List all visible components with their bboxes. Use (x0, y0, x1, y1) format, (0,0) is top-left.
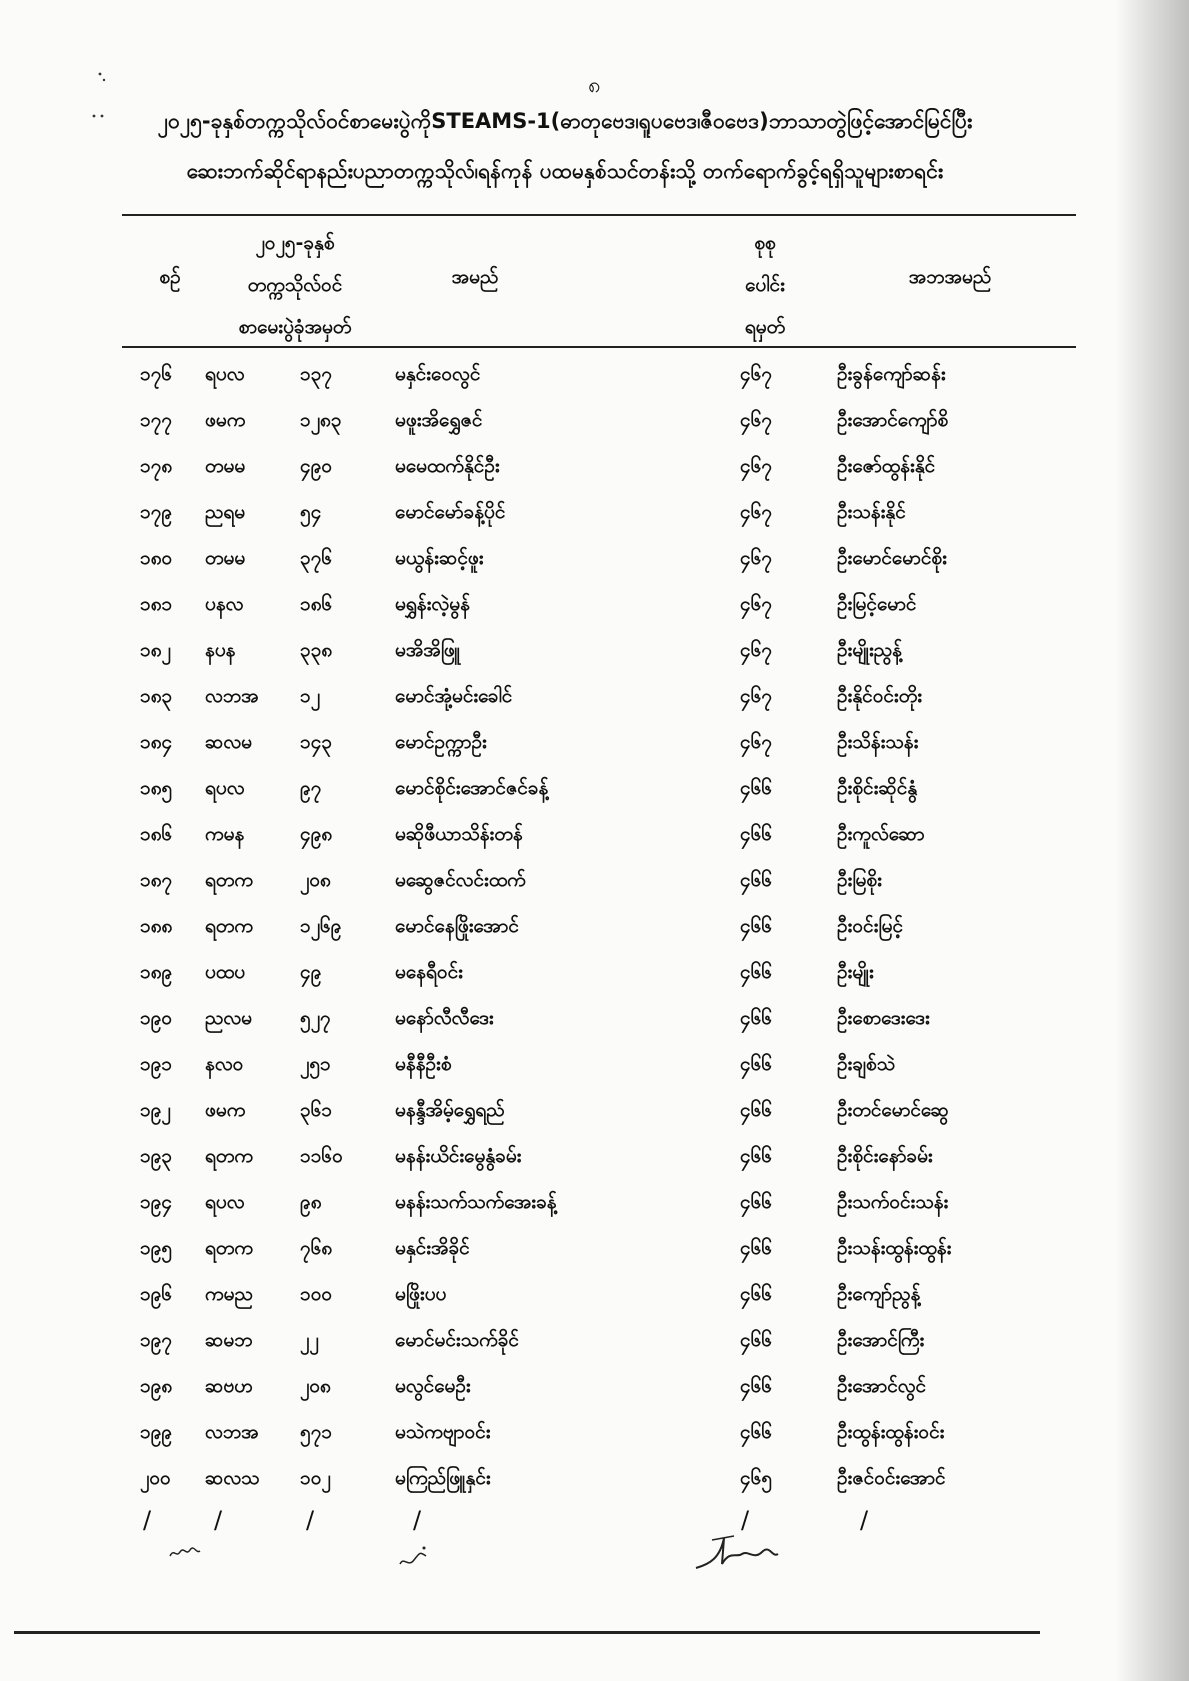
cell-exam-number: ၁၁၆၀ (300, 1145, 343, 1167)
table-row (0, 1090, 1189, 1136)
cell-exam-code: ဆဗဟ (205, 1375, 253, 1397)
cell-father-name: ဦးတင်မောင်ဆွေ (837, 1099, 949, 1121)
header-total-marks (725, 222, 805, 348)
cell-total-marks: ၄၆၆ (740, 1145, 773, 1167)
document-title-line-1: ၂၀၂၅-ခုနှစ်တက္ကသိုလ်ဝင်စာမေးပွဲကိုSTEAMS-1(ဓာတုဗေဒ၊ရူပဗေဒ၊ဇီဝဗေဒ)ဘာသာတွဲဖြင့်အောင်မြင်ပြီး (157, 109, 973, 133)
cell-total-marks: ၄၆၆ (740, 1421, 773, 1443)
end-slash-number: / (306, 1506, 315, 1534)
table-row (0, 1458, 1189, 1504)
table-row (0, 446, 1189, 492)
cell-father-name: ဦးသန်းထွန်းထွန်း (837, 1237, 952, 1259)
cell-exam-code: လဘအ (205, 685, 259, 707)
cell-father-name: ဦးအောင်လွင် (837, 1375, 927, 1397)
cell-name: မဖူးအိရွှေဇင် (395, 409, 483, 431)
cell-exam-code: ရပလ (205, 777, 245, 799)
cell-father-name: ဦးခွန်ကျော်ဆန်း (837, 363, 946, 385)
signature-mark (690, 1528, 780, 1574)
table-row (0, 492, 1189, 538)
end-of-list-marks (0, 1506, 1189, 1576)
end-slash-code: / (214, 1506, 223, 1534)
cell-exam-code: ဖမက (205, 409, 246, 431)
table-row (0, 354, 1189, 400)
cell-father-name: ဦးမောင်မောင်စိုး (837, 547, 947, 569)
cell-father-name: ဦးထွန်းထွန်းဝင်း (837, 1421, 945, 1443)
cell-exam-number: ၅၇၁ (300, 1421, 333, 1443)
cell-exam-code: ဆမဘ (205, 1329, 253, 1351)
cell-name: မနန်းသက်သက်အေးခန့် (395, 1191, 557, 1213)
cell-exam-code: ရတက (205, 869, 254, 891)
cell-total-marks: ၄၆၆ (740, 1099, 773, 1121)
cell-name: မဆွေဇင်လင်းထက် (395, 869, 526, 891)
header-exam-number (205, 222, 385, 348)
cell-serial: ၁၇၇ (140, 409, 173, 431)
table-row (0, 1044, 1189, 1090)
end-slash-name: / (413, 1506, 422, 1534)
header-marks-line-1: စုစု (754, 232, 776, 254)
cell-total-marks: ၄၆၆ (740, 1329, 773, 1351)
cell-serial: ၁၉၇ (140, 1329, 173, 1351)
table-row (0, 538, 1189, 584)
table-top-rule (122, 214, 1076, 216)
end-slash-serial: / (143, 1506, 152, 1534)
cell-father-name: ဦးကျော်ညွန့် (837, 1283, 921, 1305)
cell-father-name: ဦးမျိုးညွန့် (837, 639, 902, 661)
cell-exam-code: ရတက (205, 1237, 254, 1259)
cell-exam-code: ရပလ (205, 1191, 245, 1213)
cell-name: မောင်အုံ့မင်းခေါင် (395, 685, 513, 707)
cell-total-marks: ၄၆၆ (740, 869, 773, 891)
cell-exam-code: တမမ (205, 455, 246, 477)
cell-serial: ၁၇၉ (140, 501, 173, 523)
cell-name: မနန္ဒီအိမ့်ရွှေရည် (395, 1099, 505, 1121)
cell-serial: ၁၉၅ (140, 1237, 173, 1259)
cell-exam-code: နပန (205, 639, 236, 661)
cell-total-marks: ၄၆၇ (740, 547, 773, 569)
table-row (0, 860, 1189, 906)
cell-total-marks: ၄၆၇ (740, 639, 773, 661)
cell-exam-number: ၅၄ (300, 501, 322, 523)
cell-name: မရွှန်းလဲ့မွန် (395, 593, 470, 615)
initials-mark-1 (168, 1542, 202, 1562)
cell-exam-code: ညရမ (205, 501, 246, 523)
cell-serial: ၁၉၁ (140, 1053, 173, 1075)
cell-serial: ၁၉၂ (140, 1099, 171, 1121)
cell-total-marks: ၄၆၆ (740, 1007, 773, 1029)
cell-father-name: ဦးသက်ဝင်းသန်း (837, 1191, 949, 1213)
cell-total-marks: ၄၆၇ (740, 685, 773, 707)
cell-father-name: ဦးသိန်းသန်း (837, 731, 919, 753)
table-row (0, 906, 1189, 952)
cell-exam-number: ၃၃၈ (300, 639, 333, 661)
cell-father-name: ဦးနိုင်ဝင်းတိုး (837, 685, 923, 707)
cell-father-name: ဦးဇင်ဝင်းအောင် (837, 1467, 946, 1489)
cell-total-marks: ၄၆၆ (740, 1053, 773, 1075)
table-row (0, 722, 1189, 768)
cell-exam-number: ၇၆၈ (300, 1237, 333, 1259)
cell-serial: ၁၈၉ (140, 961, 173, 983)
cell-exam-number: ၁၂၆၉ (300, 915, 342, 937)
table-row (0, 1320, 1189, 1366)
cell-father-name: ဦးမြစိုး (837, 869, 882, 891)
cell-father-name: ဦးချစ်သဲ (837, 1053, 896, 1075)
cell-name: မနေရီဝင်း (395, 961, 463, 983)
cell-serial: ၁၉၉ (140, 1421, 173, 1443)
cell-father-name: ဦးဝင်းမြင့် (837, 915, 903, 937)
cell-father-name: ဦးစောဒေးဒေး (837, 1007, 930, 1029)
cell-name: မနော်လီလီဒေး (395, 1007, 494, 1029)
cell-serial: ၁၇၈ (140, 455, 173, 477)
table-header-rule (122, 346, 1076, 348)
end-slash-marks: / (741, 1506, 750, 1534)
cell-exam-number: ၁၄၃ (300, 731, 333, 753)
cell-exam-number: ၂၀၈ (300, 869, 331, 891)
cell-total-marks: ၄၆၆ (740, 823, 773, 845)
cell-father-name: ဦးမျိုး (837, 961, 874, 983)
table-row (0, 998, 1189, 1044)
cell-serial: ၁၈၇ (140, 869, 173, 891)
cell-exam-number: ၁၃၇ (300, 363, 333, 385)
cell-name: မနှင်းဝေလွင် (395, 363, 481, 385)
cell-total-marks: ၄၆၅ (740, 1467, 773, 1489)
cell-father-name: ဦးအောင်ကြီး (837, 1329, 925, 1351)
cell-total-marks: ၄၆၆ (740, 1237, 773, 1259)
cell-exam-code: ဆလသ (205, 1467, 260, 1489)
cell-name: မသဲကဗျာဝင်း (395, 1421, 491, 1443)
cell-serial: ၁၈၁ (140, 593, 173, 615)
cell-exam-code: ကမည (205, 1283, 253, 1305)
header-exam-line-1: ၂၀၂၅-ခုနှစ် (255, 232, 335, 254)
cell-serial: ၁၈၃ (140, 685, 173, 707)
table-row (0, 1366, 1189, 1412)
cell-name: မဖြိုးပပ (395, 1283, 447, 1305)
cell-serial: ၁၈၄ (140, 731, 173, 753)
header-exam-line-3: စာမေးပွဲခုံအမှတ် (238, 316, 352, 338)
cell-exam-code: တမမ (205, 547, 246, 569)
cell-exam-number: ၂၂ (300, 1329, 319, 1351)
cell-exam-number: ၉၇ (300, 777, 322, 799)
cell-exam-number: ၂၀၈ (300, 1375, 331, 1397)
table-row (0, 584, 1189, 630)
cell-total-marks: ၄၆၆ (740, 777, 773, 799)
table-row (0, 1228, 1189, 1274)
cell-total-marks: ၄၆၇ (740, 501, 773, 523)
cell-total-marks: ၄၆၆ (740, 915, 773, 937)
cell-father-name: ဦးမြင့်မောင် (837, 593, 917, 615)
cell-name: မအိအိဖြူ (395, 639, 461, 661)
header-marks-line-2: ပေါင်း (745, 274, 785, 296)
cell-serial: ၁၈၈ (140, 915, 173, 937)
cell-name: မောင်ဥက္ကာဦး (395, 731, 487, 753)
cell-serial: ၁၈၀ (140, 547, 173, 569)
cell-exam-code: ပနလ (205, 593, 244, 615)
cell-total-marks: ၄၆၆ (740, 1283, 773, 1305)
cell-total-marks: ၄၆၆ (740, 1375, 773, 1397)
cell-exam-number: ၄၉၀ (300, 455, 333, 477)
cell-exam-number: ၅၂၇ (300, 1007, 331, 1029)
cell-total-marks: ၄၆၆ (740, 961, 773, 983)
cell-exam-number: ၃၇၆ (300, 547, 333, 569)
cell-exam-number: ၄၉ (300, 961, 322, 983)
cell-serial: ၁၉၆ (140, 1283, 173, 1305)
cell-serial: ၁၉၃ (140, 1145, 173, 1167)
cell-serial: ၁၉၀ (140, 1007, 173, 1029)
cell-exam-number: ၁၈၆ (300, 593, 333, 615)
document-title-line-2: ဆေးဘက်ဆိုင်ရာနည်းပညာတက္ကသိုလ်၊ရန်ကုန် ပထမနှစ်သင်တန်းသို့ တက်ရောက်ခွင့်ရရှိသူများစာရင်း (186, 159, 944, 183)
header-exam-line-2: တက္ကသိုလ်ဝင် (247, 274, 343, 296)
cell-exam-code: ဆလမ (205, 731, 253, 753)
cell-father-name: ဦးဇော်ထွန်းနိုင် (837, 455, 936, 477)
cell-total-marks: ၄၆၇ (740, 455, 773, 477)
cell-exam-number: ၄၉၈ (300, 823, 333, 845)
header-father-name: အဘအမည် (908, 266, 992, 288)
cell-exam-code: ရတက (205, 915, 254, 937)
cell-serial: ၁၈၆ (140, 823, 173, 845)
cell-serial: ၁၉၄ (140, 1191, 173, 1213)
cell-father-name: ဦးကူလ်ဆော (837, 823, 925, 845)
cell-total-marks: ၄၆၇ (740, 409, 773, 431)
cell-name: မောင်စိုင်းအောင်ဇင်ခန့် (395, 777, 549, 799)
header-marks-line-3: ရမှတ် (744, 316, 786, 338)
cell-exam-code: ရတက (205, 1145, 254, 1167)
cell-name: မယွန်းဆင့်ဖူး (395, 547, 484, 569)
cell-father-name: ဦးစိုင်းဆိုင်နွံ (837, 777, 918, 799)
cell-serial: ၁၇၆ (140, 363, 173, 385)
cell-exam-code: ရပလ (205, 363, 245, 385)
cell-name: မောင်မင်းသက်ခိုင် (395, 1329, 519, 1351)
cell-name: မနှင်းအိခိုင် (395, 1237, 470, 1259)
cell-name: မနန်းယိင်းမွေနွံခမ်း (395, 1145, 522, 1167)
cell-father-name: ဦးစိုင်းနော်ခမ်း (837, 1145, 933, 1167)
table-row (0, 768, 1189, 814)
table-row (0, 400, 1189, 446)
cell-exam-number: ၃၆၁ (300, 1099, 333, 1121)
cell-exam-code: ညလမ (205, 1007, 253, 1029)
cell-name: မကြည်ဖြူနှင်း (395, 1467, 491, 1489)
cell-father-name: ဦးသန်းနိုင် (837, 501, 906, 523)
cell-exam-number: ၁၂၈၃ (300, 409, 342, 431)
page-number: ၈ (588, 73, 601, 98)
cell-total-marks: ၄၆၆ (740, 1191, 773, 1213)
cell-exam-number: ၉၈ (300, 1191, 322, 1213)
cell-serial: ၁၈၂ (140, 639, 171, 661)
initials-mark-2 (396, 1542, 432, 1572)
cell-serial: ၁၈၅ (140, 777, 173, 799)
cell-name: မလွင်မေဦး (395, 1375, 471, 1397)
cell-total-marks: ၄၆၇ (740, 593, 773, 615)
table-row (0, 676, 1189, 722)
cell-total-marks: ၄၆၇ (740, 363, 773, 385)
cell-serial: ၂၀၀ (140, 1467, 171, 1489)
cell-exam-code: နလဝ (205, 1053, 244, 1075)
cell-exam-number: ၂၅၁ (300, 1053, 331, 1075)
cell-name: မောင်မော်ခန့်ပိုင် (395, 501, 506, 523)
table-row (0, 1136, 1189, 1182)
header-name: အမည် (451, 266, 499, 288)
cell-exam-code: ကမန (205, 823, 245, 845)
cell-exam-code: ဖမက (205, 1099, 246, 1121)
table-row (0, 1182, 1189, 1228)
cell-exam-code: ပထပ (205, 961, 246, 983)
cell-name: မမေထက်နိုင်ဦး (395, 455, 500, 477)
cell-name: မောင်နေဖြိုးအောင် (395, 915, 519, 937)
table-row (0, 1412, 1189, 1458)
end-slash-father: / (860, 1506, 869, 1534)
cell-exam-number: ၁၂ (300, 685, 321, 707)
table-row (0, 814, 1189, 860)
cell-exam-code: လဘအ (205, 1421, 259, 1443)
cell-name: မဆိုဖီယာသိန်းတန် (395, 823, 523, 845)
cell-serial: ၁၉၈ (140, 1375, 173, 1397)
table-row (0, 1274, 1189, 1320)
table-row (0, 630, 1189, 676)
cell-total-marks: ၄၆၇ (740, 731, 773, 753)
page-bottom-rule (14, 1631, 1040, 1634)
header-serial: စဉ် (159, 266, 181, 288)
table-row (0, 952, 1189, 998)
cell-exam-number: ၁၀၂ (300, 1467, 331, 1489)
cell-name: မနီနီဦးစံ (395, 1053, 452, 1075)
cell-exam-number: ၁၀၀ (300, 1283, 333, 1305)
cell-father-name: ဦးအောင်ကျော်စိ (837, 409, 949, 431)
